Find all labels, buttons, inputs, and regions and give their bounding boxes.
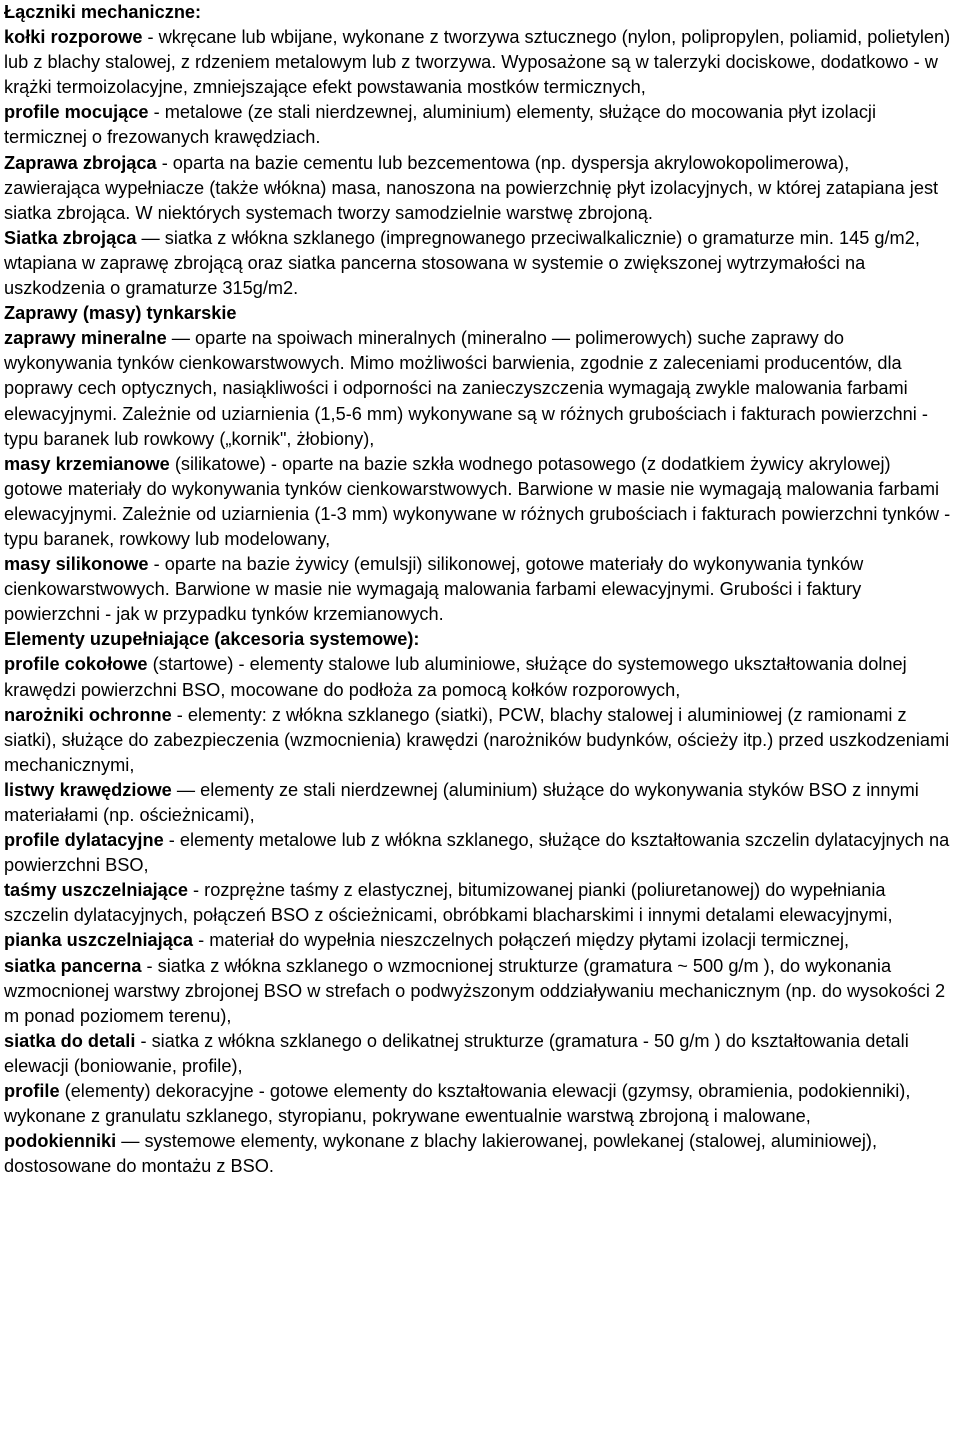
bold-term: Elementy uzupełniające (akcesoria systemowe):	[4, 629, 420, 650]
text-run: (elementy) dekoracyjne - gotowe elementy do kształtowania elewacji (gzymsy, obramienia, podokienniki), wykonane z granulatu szklanego, styropianu, pokrywane ewentualnie warstwą zbrojoną i malowane,	[4, 1081, 911, 1127]
paragraph	[4, 652, 954, 702]
bold-term: podokienniki	[4, 1131, 117, 1152]
paragraph	[4, 828, 954, 878]
text-run: - oparte na bazie żywicy (emulsji) silikonowej, gotowe materiały do wykonywania tynków cienkowarstwowych. Barwione w masie nie wymagają malowania farbami elewacyjnymi. Grubości i faktury	[4, 554, 864, 600]
paragraph	[4, 226, 954, 301]
text-run: — elementy ze stali nierdzewnej (aluminium) służące do wykonywania styków BSO z innymi materiałami (np. ościeżnicami),	[4, 779, 919, 825]
text-run: - materiał do wypełnia nieszczelnych połączeń między płytami izolacji termicznej,	[193, 930, 850, 951]
paragraph	[4, 452, 954, 552]
bold-term: narożniki ochronne	[4, 704, 172, 725]
text-run: - siatka z włókna szklanego o wzmocnionej strukturze (gramatura ~ 500 g/m ), do wykonania wzmocnionej warstwy zbrojonej BSO w strefach o podwyższonym oddziaływaniu mechanicznym (np. do wysokości 2 m ponad poziomem terenu),	[4, 955, 946, 1026]
text-run: - siatka z włókna szklanego o delikatnej strukturze (gramatura - 50 g/m ) do kształtowania detali elewacji (boniowanie, profile),	[4, 1030, 909, 1076]
paragraph	[4, 778, 954, 828]
bold-term: kołki rozporowe	[4, 27, 143, 48]
text-run: - metalowe (ze stali nierdzewnej, aluminium) elementy, służące do mocowania płyt izolacji termicznej o frezowanych krawędziach.	[4, 102, 877, 148]
text-run: - wkręcane lub wbijane, wykonane z tworzywa sztucznego (nylon, polipropylen, poliamid, polietylen) lub z blachy stalowej, z rdzeniem metalowym lub z tworzywa. Wyposażone są w talerzyki dociskowe, dodatkowo - w krążki termoizolacyjne, zmniejszające efekt powstawania mostków termicznych,	[4, 27, 951, 98]
paragraph	[4, 928, 954, 953]
bold-term: Zaprawa zbrojąca	[4, 152, 157, 173]
paragraph	[4, 1129, 954, 1179]
paragraph	[4, 326, 954, 451]
bold-term: zaprawy mineralne	[4, 328, 167, 349]
text-run: - elementy metalowe lub z włókna szklanego, służące do kształtowania szczelin dylatacyjnych na powierzchni BSO,	[4, 830, 950, 876]
text-run: (startowe) - elementy stalowe lub aluminiowe, służące do systemowego ukształtowania dolnej krawędzi powierzchni BSO, mocowane do podłoża za pomocą kołków rozporowych,	[4, 654, 907, 700]
paragraph	[4, 1079, 954, 1129]
bold-term: profile cokołowe	[4, 654, 148, 675]
text-run: zawierająca wypełniacze (także włókna) masa, nanoszona na powierzchnię płyt izolacyjnych, w której zatapiana jest siatka zbrojąca. W niektórych systemach tworzy samodzielnie warstwę zbrojoną.	[4, 177, 939, 223]
paragraph	[4, 703, 954, 778]
text-run: - rozprężne taśmy z elastycznej, bitumizowanej pianki (poliuretanowej) do wypełniania szczelin dylatacyjnych, połączeń BSO z ościeżnicami, obróbkami blacharskimi i innymi detalami elewacyjnymi,	[4, 880, 893, 926]
bold-term: pianka uszczelniająca	[4, 930, 194, 951]
paragraph	[4, 25, 954, 100]
text-run: - elementy: z włókna szklanego (siatki), PCW, blachy stalowej i aluminiowej (z ramionami z siatki), służące do zabezpieczenia (wzmocnienia) krawędzi (narożników budynków, ościeży itp.) przed uszkodzeniami mechanicznymi,	[4, 704, 950, 775]
text-run: — systemowe elementy, wykonane z blachy lakierowanej, powlekanej (stalowej, aluminiowej), dostosowane do montażu z BSO.	[4, 1131, 878, 1177]
paragraph	[4, 552, 954, 602]
paragraph	[4, 301, 954, 326]
text-run: powierzchni - jak w przypadku tynków krzemianowych.	[4, 604, 444, 625]
text-run: - oparta na bazie cementu lub bezcementowa (np. dyspersja akrylowokopolimerowa),	[156, 152, 850, 173]
bold-term: profile	[4, 1081, 60, 1102]
paragraph	[4, 100, 954, 150]
bold-term: taśmy uszczelniające	[4, 880, 188, 901]
paragraph	[4, 0, 954, 25]
text-run: — siatka z włókna szklanego (impregnowanego przeciwalkalicznie) o gramaturze min. 145 g/m2, wtapiana w zaprawę zbrojącą oraz siatka pancerna stosowana w systemie o zwiększonej wytrzymałości na uszkodzenia o gramaturze 315g/m2.	[4, 227, 920, 299]
bold-term: masy krzemianowe	[4, 453, 170, 474]
bold-term: siatka do detali	[4, 1030, 136, 1051]
paragraph	[4, 627, 954, 652]
bold-term: listwy krawędziowe	[4, 779, 172, 800]
paragraph	[4, 878, 954, 928]
text-run: — oparte na spoiwach mineralnych (mineralno — polimerowych) suche zaprawy do wykonywania tynków cienkowarstwowych. Mimo możliwości barwienia, zgodnie z zaleceniami producentów, dla poprawy cech optycznych, nasiąkliwości i odporności na zanieczyszczenia wymagają zwykle malowania farbami elewacyjnymi. Zależnie od uziarnienia (1,5-6 mm) wykonywane są w różnych grubościach i fakturach powierzchni - typu baranek lub rowkowy („kornik", żłobiony),	[4, 328, 928, 449]
bold-term: Zaprawy (masy) tynkarskie	[4, 303, 237, 324]
bold-term: siatka pancerna	[4, 955, 142, 976]
bold-term: masy silikonowe	[4, 554, 149, 575]
paragraph	[4, 1029, 954, 1079]
bold-term: Łączniki mechaniczne:	[4, 2, 202, 22]
text-run: (silikatowe) - oparte na bazie szkła wodnego potasowego (z dodatkiem żywicy akrylowej) gotowe materiały do wykonywania tynków cienkowarstwowych. Barwione w masie nie wymagają malowania farbami elewacyjnymi. Zależnie od uziarnienia (1-3 mm) wykonywane w różnych grubościach i fakturach powierzchni tynków - typu baranek, rowkowy lub modelowany,	[4, 453, 951, 549]
paragraph	[4, 954, 954, 1029]
bold-term: Siatka zbrojąca	[4, 227, 137, 248]
bold-term: profile dylatacyjne	[4, 830, 164, 851]
bold-term: profile mocujące	[4, 102, 149, 123]
paragraph	[4, 602, 954, 627]
paragraph	[4, 176, 954, 226]
paragraph	[4, 151, 954, 176]
